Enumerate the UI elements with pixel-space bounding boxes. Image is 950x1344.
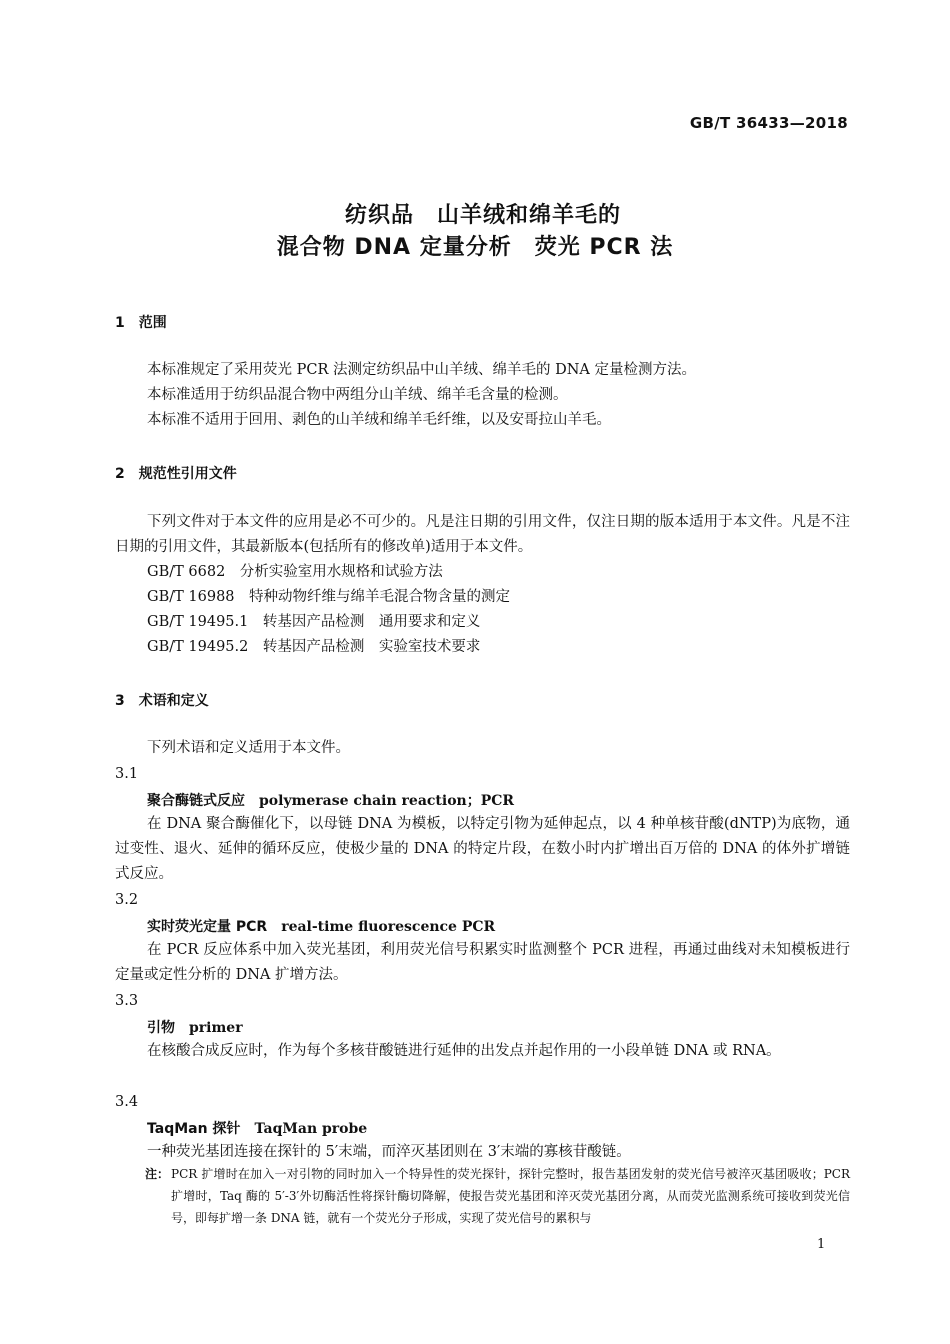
reference-item: GB/T 19495.1 转基因产品检测 通用要求和定义 (147, 614, 481, 630)
term-definition: 在核酸合成反应时，作为每个多核苷酸链进行延伸的出发点并起作用的一小段单链 DNA 或 RNA。 (147, 1043, 781, 1059)
document-title-line-2: 混合物 DNA 定量分析 荧光 PCR 法 (276, 235, 674, 260)
section-1-heading: 1 范围 (115, 315, 167, 331)
section-3-intro: 下列术语和定义适用于本文件。 (147, 740, 350, 756)
term-definition: 在 DNA 聚合酶催化下，以母链 DNA 为模板，以特定引物为延伸起点，以 4 种单核苷酸(dNTP)为底物，通过变性、退火、延伸的循环反应，使极少量的 DNA 的特定片段，在数小时内扩增出百万倍的 DNA 的体外扩增链式反应。 (115, 816, 850, 882)
term-heading (147, 1118, 367, 1138)
term-zh: TaqMan 探针 (147, 1121, 241, 1137)
term-en: TaqMan probe (254, 1121, 368, 1137)
note-text: PCR 扩增时在加入一对引物的同时加入一个特异性的荧光探针，探针完整时，报告基团发射的荧光信号被淬灭基团吸收；PCR 扩增时，Taq 酶的 5′-3′外切酶活性将探针酶切降解，使报告荧光基团和淬灭荧光基团分离，从而荧光监测系统可接收到荧光信号，即每扩增一条 DNA 链，就有一个荧光分子形成，实现了荧光信号的累积与 (171, 1167, 850, 1225)
term-en: primer (189, 1020, 243, 1036)
term-heading (147, 916, 495, 936)
term-zh: 实时荧光定量 PCR (147, 919, 268, 935)
term-en: real-time fluorescence PCR (281, 919, 496, 935)
term-heading (147, 1017, 243, 1037)
note-block (145, 1163, 850, 1229)
term-zh: 引物 (147, 1020, 175, 1036)
section-1-paragraph: 本标准规定了采用荧光 PCR 法测定纺织品中山羊绒、绵羊毛的 DNA 定量检测方法。 (147, 362, 696, 378)
page-number: 1 (817, 1237, 826, 1252)
term-definition: 一种荧光基团连接在探针的 5′末端，而淬灭基团则在 3′末端的寡核苷酸链。 (147, 1144, 631, 1160)
section-3-heading: 3 术语和定义 (115, 693, 209, 709)
term-definition: 在 PCR 反应体系中加入荧光基团，利用荧光信号积累实时监测整个 PCR 进程，再通过曲线对未知模板进行定量或定性分析的 DNA 扩增方法。 (115, 942, 850, 983)
section-2-intro: 下列文件对于本文件的应用是必不可少的。凡是注日期的引用文件，仅注日期的版本适用于本文件。凡是不注日期的引用文件，其最新版本(包括所有的修改单)适用于本文件。 (115, 514, 850, 555)
note-label: 注： (145, 1167, 170, 1181)
reference-item: GB/T 6682 分析实验室用水规格和试验方法 (147, 564, 443, 580)
term-heading (147, 790, 514, 810)
document-title-line-1: 纺织品 山羊绒和绵羊毛的 (344, 203, 621, 228)
reference-item: GB/T 19495.2 转基因产品检测 实验室技术要求 (147, 639, 481, 655)
clause-number: 3.3 (115, 993, 139, 1009)
clause-number: 3.2 (115, 892, 139, 908)
term-zh: 聚合酶链式反应 (147, 793, 245, 809)
section-1-paragraph: 本标准适用于纺织品混合物中两组分山羊绒、绵羊毛含量的检测。 (147, 387, 568, 403)
term-en: polymerase chain reaction；PCR (259, 793, 515, 809)
clause-number: 3.4 (115, 1094, 139, 1110)
section-2-heading: 2 规范性引用文件 (115, 466, 237, 482)
reference-item: GB/T 16988 特种动物纤维与绵羊毛混合物含量的测定 (147, 589, 511, 605)
clause-number: 3.1 (115, 766, 139, 782)
standard-code: GB/T 36433—2018 (689, 114, 848, 132)
section-1-paragraph: 本标准不适用于回用、剥色的山羊绒和绵羊毛纤维，以及安哥拉山羊毛。 (147, 412, 611, 428)
